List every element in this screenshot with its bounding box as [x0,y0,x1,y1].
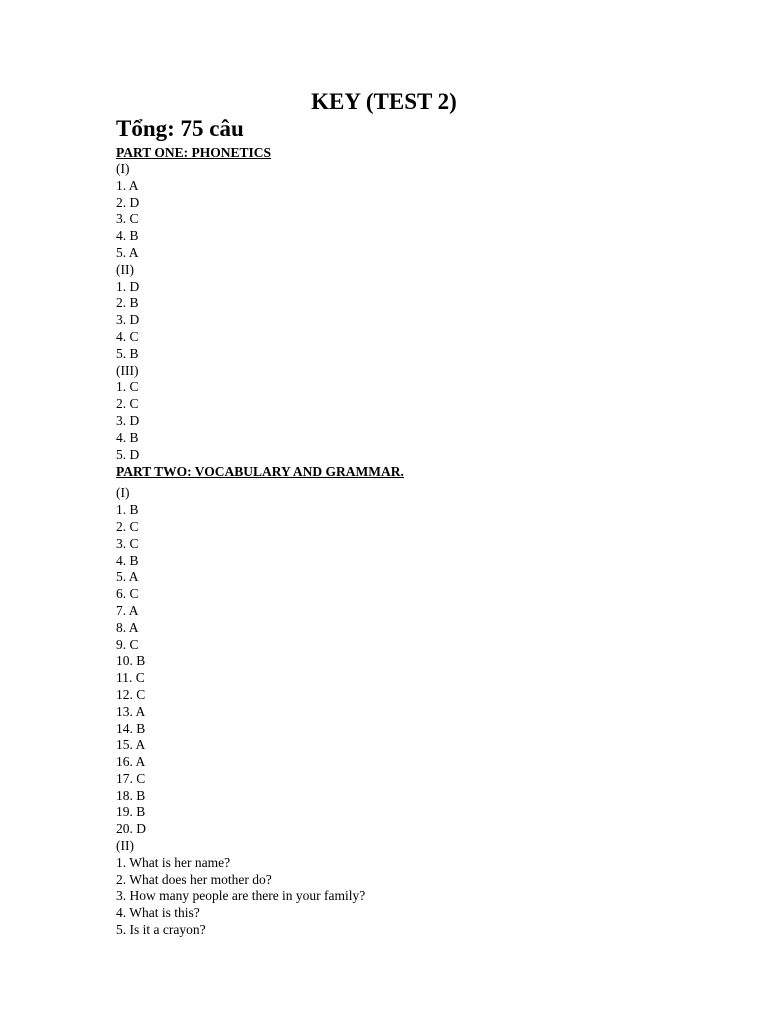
answer-line: (I) [116,161,130,176]
answer-line: 5. A [116,569,139,585]
answer-line: 11. C [116,670,145,686]
answer-line: 17. C [116,770,146,786]
document-content [116,114,716,939]
answer-line: 3. C [116,535,139,551]
answer-line: 5. Is it a crayon? [116,922,206,938]
part-one-answers [116,161,716,463]
answer-line: 8. A [116,619,139,635]
answer-line: 12. C [116,686,146,702]
answer-line: 3. D [116,312,140,328]
answer-line: 1. What is her name? [116,854,231,870]
answer-line: 1. C [116,379,139,395]
answer-line: (II) [116,838,134,854]
answer-line: 2. What does her mother do? [116,871,272,887]
answer-line: 9. C [116,636,139,652]
answer-line: 3. D [116,412,140,428]
answer-line: 4. B [116,228,139,244]
answer-line: 18. B [116,787,146,803]
part-two-heading: PART TWO: VOCABULARY AND GRAMMAR. [116,464,404,480]
answer-line: 13. A [116,703,146,719]
answer-line: 5. D [116,446,140,462]
answer-line: 1. B [116,502,139,518]
answer-line: 15. A [116,737,146,753]
answer-line: 1. D [116,278,140,294]
answer-line: 4. B [116,552,139,568]
document-title: KEY (TEST 2) [311,89,457,114]
answer-line: 2. D [116,194,140,210]
answer-line: 2. C [116,518,139,534]
answer-line: 3. How many people are there in your family? [116,888,366,904]
answer-line: 20. D [116,821,146,837]
answer-line: 16. A [116,754,146,770]
answer-line: 1. A [116,177,139,193]
answer-line: 4. C [116,328,139,344]
total-questions: Tổng: 75 câu [116,116,244,141]
answer-line: 14. B [116,720,146,736]
answer-line: (II) [116,261,134,277]
answer-line: 7. A [116,602,139,618]
answer-line: 4. B [116,429,139,445]
answer-line: (I) [116,485,130,501]
answer-line: 3. C [116,211,139,227]
answer-line: (III) [116,362,139,378]
part-two-answers [116,485,716,939]
answer-line: 2. C [116,396,139,412]
answer-line: 19. B [116,804,146,820]
answer-line: 10. B [116,653,146,669]
part-one-heading: PART ONE: PHONETICS [116,145,272,160]
answer-line: 5. A [116,244,139,260]
answer-line: 2. B [116,295,139,311]
answer-line: 4. What is this? [116,905,200,921]
answer-line: 6. C [116,586,139,602]
answer-line: 5. B [116,345,139,361]
